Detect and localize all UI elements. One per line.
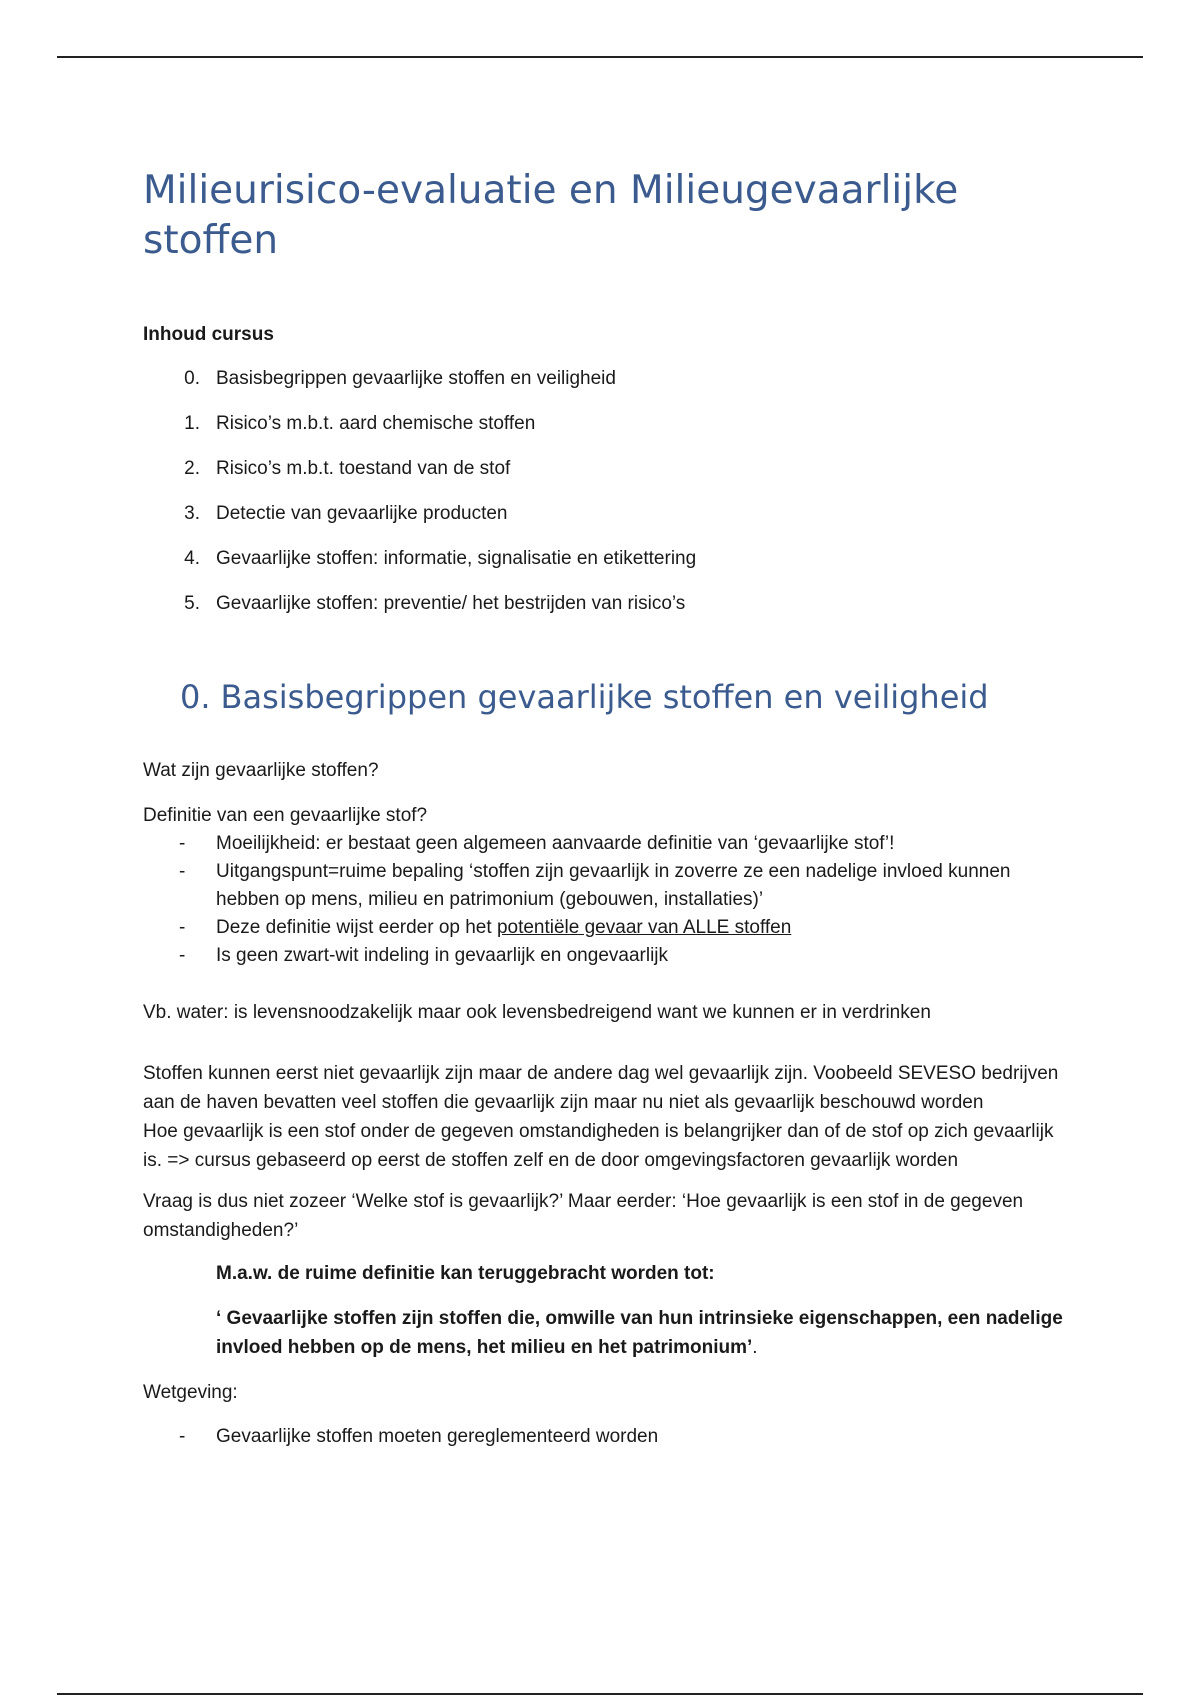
- toc-item: 5. Gevaarlijke stoffen: preventie/ het bestrijden van risico’s: [184, 593, 686, 614]
- table-of-contents: [143, 368, 1073, 638]
- wetgeving-bullets: [143, 1423, 1073, 1451]
- question-paragraph: Vraag is dus niet zozeer ‘Welke stof is gevaarlijk?’ Maar eerder: ‘Hoe gevaarlijk is een stof in de gegeven omstandigheden?’: [143, 1191, 1024, 1241]
- question-definition: Definitie van een gevaarlijke stof?: [143, 805, 428, 826]
- header-rule: [57, 56, 1143, 58]
- body-paragraph: Hoe gevaarlijk is een stof onder de gegeven omstandigheden is belangrijker dan of de stof op zich gevaarlijk is. => cursus gebaseerd op eerst de stoffen zelf en de door omgevingsfactoren gevaarlijk worden: [143, 1121, 1054, 1171]
- bold-definition: ‘ Gevaarlijke stoffen zijn stoffen die, omwille van hun intrinsieke eigenschappen, een nadelige invloed hebben op de mens, het milieu en het patrimonium’.: [216, 1308, 1063, 1358]
- footer-rule: [57, 1693, 1143, 1695]
- list-item: - Moeilijkheid: er bestaat geen algemeen aanvaarde definitie van ‘gevaarlijke stof’!: [179, 833, 895, 854]
- toc-item: 2. Risico’s m.b.t. toestand van de stof: [184, 458, 511, 479]
- toc-item: 4. Gevaarlijke stoffen: informatie, signalisatie en etikettering: [184, 548, 697, 569]
- list-item: - Is geen zwart-wit indeling in gevaarlijk en ongevaarlijk: [179, 945, 669, 966]
- document-title: Milieurisico-evaluatie en Milieugevaarlijke stoffen: [143, 168, 959, 263]
- example-paragraph: Vb. water: is levensnoodzakelijk maar ook levensbedreigend want we kunnen er in verdrinken: [143, 1002, 931, 1023]
- definition-bullets: [143, 830, 1073, 970]
- wetgeving-label: Wetgeving:: [143, 1382, 238, 1403]
- section-heading-text: Basisbegrippen gevaarlijke stoffen en veiligheid: [220, 678, 989, 716]
- document-page: [143, 160, 1073, 1451]
- list-item: - Deze definitie wijst eerder op het potentiële gevaar van ALLE stoffen: [179, 917, 792, 938]
- list-item: - Gevaarlijke stoffen moeten gereglementeerd worden: [179, 1426, 659, 1447]
- toc-item: 1. Risico’s m.b.t. aard chemische stoffen: [184, 413, 536, 434]
- list-item: - Uitgangspunt=ruime bepaling ‘stoffen zijn gevaarlijk in zoverre ze een nadelige invloed kunnen hebben op mens, milieu en patrimonium (gebouwen, installaties)’: [179, 861, 1011, 910]
- section-number: 0.: [180, 678, 211, 716]
- toc-item: 0. Basisbegrippen gevaarlijke stoffen en veiligheid: [184, 368, 616, 389]
- body-paragraph: Stoffen kunnen eerst niet gevaarlijk zijn maar de andere dag wel gevaarlijk zijn. Voobeeld SEVESO bedrijven aan de haven bevatten veel stoffen die gevaarlijk zijn maar nu niet als gevaarlijk beschouwd worden: [143, 1063, 1059, 1113]
- toc-label: Inhoud cursus: [143, 324, 274, 345]
- bold-statement: M.a.w. de ruime definitie kan teruggebracht worden tot:: [216, 1263, 715, 1284]
- section-heading: [180, 678, 1073, 716]
- question-what: Wat zijn gevaarlijke stoffen?: [143, 760, 379, 781]
- underlined-text: potentiële gevaar van ALLE stoffen: [496, 917, 792, 938]
- toc-item: 3. Detectie van gevaarlijke producten: [184, 503, 508, 524]
